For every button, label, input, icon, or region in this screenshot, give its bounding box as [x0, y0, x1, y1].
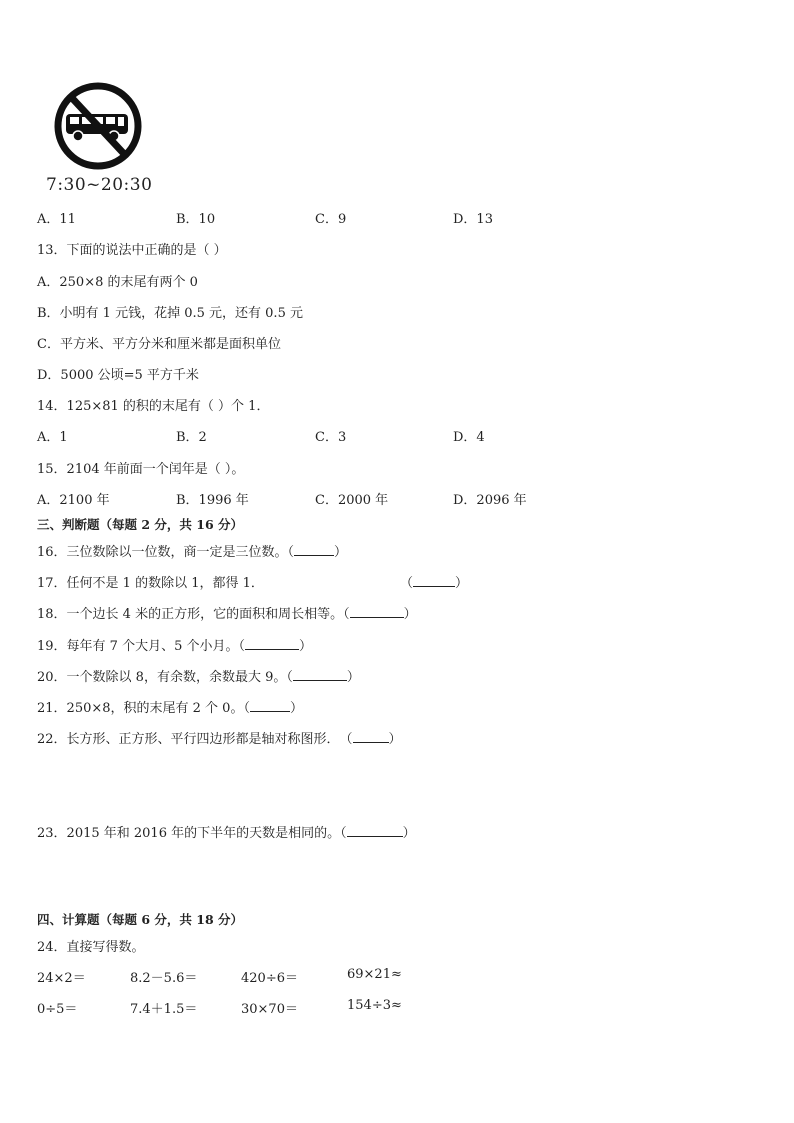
q17-close: ） — [455, 576, 469, 591]
q22-close: ） — [388, 732, 402, 747]
q13-option-c[interactable]: C．平方米、平方分米和厘米都是面积单位 — [37, 337, 281, 352]
q19-text: 19．每年有 7 个大月、5 个小月。（ — [37, 639, 245, 654]
section4-heading: 四、计算题（每题 6 分，共 18 分） — [37, 912, 244, 927]
q18-text: 18．一个边长 4 米的正方形，它的面积和周长相等。（ — [37, 607, 350, 622]
q19-item — [37, 635, 312, 654]
q14-option-c[interactable]: C．3 — [315, 430, 347, 445]
q21-item — [37, 697, 303, 716]
q16-text: 16．三位数除以一位数，商一定是三位数。（ — [37, 545, 295, 560]
q14-option-b[interactable]: B．2 — [176, 430, 207, 445]
q12-option-a[interactable]: A．11 — [37, 212, 76, 227]
q15-option-a[interactable]: A．2100 年 — [37, 493, 110, 508]
q21-text: 21．250×8，积的末尾有 2 个 0。（ — [37, 701, 250, 716]
calc-item: 30×70＝ — [241, 1002, 298, 1017]
q18-answer-blank[interactable] — [350, 617, 404, 618]
q20-text: 20．一个数除以 8，有余数，余数最大 9。（ — [37, 670, 293, 685]
q17-text: 17．任何不是 1 的数除以 1，都得 1． — [37, 576, 264, 591]
q18-close: ） — [403, 607, 417, 622]
q17-item — [37, 572, 264, 591]
q23-text: 23．2015 年和 2016 年的下半年的天数是相同的。（ — [37, 826, 347, 841]
q19-close: ） — [298, 639, 312, 654]
q22-item — [37, 728, 402, 747]
q22-answer-blank[interactable] — [353, 742, 389, 743]
q20-item — [37, 666, 360, 685]
q21-close: ） — [289, 701, 303, 716]
q21-answer-blank[interactable] — [250, 711, 290, 712]
calc-item: 154÷3≈ — [347, 998, 402, 1013]
q12-option-d[interactable]: D．13 — [453, 212, 493, 227]
q16-close: ） — [334, 545, 348, 560]
q23-answer-blank[interactable] — [347, 836, 403, 837]
calc-item: 69×21≈ — [347, 967, 402, 982]
q19-answer-blank[interactable] — [245, 649, 299, 650]
q15-option-d[interactable]: D．2096 年 — [453, 493, 527, 508]
q15-stem: 15．2104 年前面一个闰年是（ ）。 — [37, 462, 245, 477]
q18-item — [37, 603, 417, 622]
q22-text: 22．长方形、正方形、平行四边形都是轴对称图形． （ — [37, 732, 353, 747]
no-bus-sign-icon — [52, 80, 144, 172]
q20-close: ） — [346, 670, 360, 685]
q17-open: （ — [400, 576, 414, 591]
calc-item: 24×2＝ — [37, 971, 86, 986]
q13-option-b[interactable]: B．小明有 1 元钱，花掉 0.5 元，还有 0.5 元 — [37, 306, 303, 321]
q23-item — [37, 822, 416, 841]
q15-option-b[interactable]: B．1996 年 — [176, 493, 249, 508]
q16-answer-blank[interactable] — [294, 555, 334, 556]
q17-answer-blank[interactable] — [413, 586, 455, 587]
calc-item: 420÷6＝ — [241, 971, 298, 986]
q24-stem: 24．直接写得数。 — [37, 940, 145, 955]
section3-heading: 三、判断题（每题 2 分，共 16 分） — [37, 517, 244, 532]
q14-option-a[interactable]: A．1 — [37, 430, 68, 445]
q14-stem: 14．125×81 的积的末尾有（ ）个 1． — [37, 399, 270, 414]
q15-option-c[interactable]: C．2000 年 — [315, 493, 389, 508]
calc-item: 7.4＋1.5＝ — [130, 1002, 198, 1017]
q12-option-b[interactable]: B．10 — [176, 212, 216, 227]
q17-answer — [400, 572, 468, 591]
q13-option-a[interactable]: A．250×8 的末尾有两个 0 — [37, 275, 198, 290]
q16-item — [37, 541, 347, 560]
q13-stem: 13．下面的说法中正确的是（ ） — [37, 243, 227, 258]
q14-option-d[interactable]: D．4 — [453, 430, 485, 445]
q13-option-d[interactable]: D．5000 公顷=5 平方千米 — [37, 368, 199, 383]
q23-close: ） — [402, 826, 416, 841]
calc-item: 0÷5＝ — [37, 1002, 78, 1017]
q12-option-c[interactable]: C．9 — [315, 212, 347, 227]
q20-answer-blank[interactable] — [293, 680, 347, 681]
calc-item: 8.2－5.6＝ — [130, 971, 198, 986]
sign-time-label: 7:30~20:30 — [46, 175, 153, 195]
